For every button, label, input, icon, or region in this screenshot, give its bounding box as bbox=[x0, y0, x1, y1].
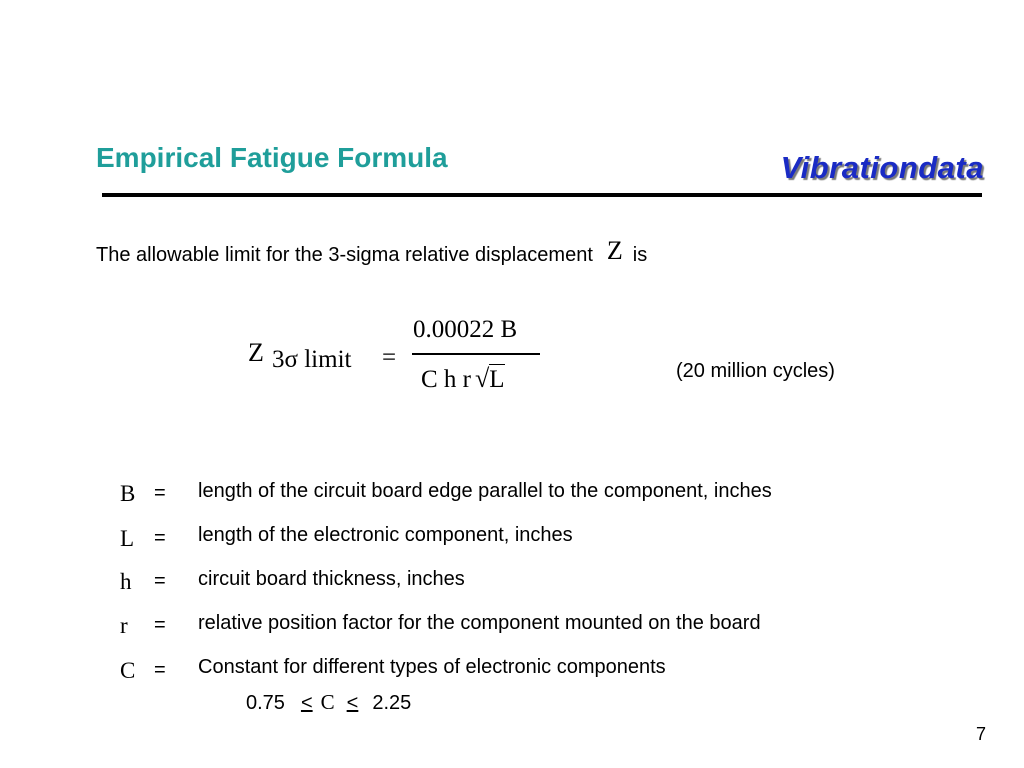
range-op-1: < bbox=[300, 692, 313, 714]
fraction-bar bbox=[412, 353, 540, 355]
intro-suffix: is bbox=[632, 244, 648, 266]
def-equals-b: = bbox=[154, 482, 166, 504]
def-text-r: relative position factor for the component mounted on the board bbox=[198, 612, 761, 634]
intro-text: The allowable limit for the 3-sigma relative displacement bbox=[96, 244, 593, 266]
def-text-l: length of the electronic component, inches bbox=[198, 524, 573, 546]
page-title: Empirical Fatigue Formula bbox=[96, 142, 448, 173]
formula-lhs-subscript: 3σ limit bbox=[272, 346, 352, 373]
intro-sentence bbox=[96, 238, 647, 268]
def-symbol-h: h bbox=[120, 569, 132, 594]
def-text-b: length of the circuit board edge parallel to the component, inches bbox=[198, 480, 772, 502]
def-equals-c: = bbox=[154, 659, 166, 681]
formula-lhs-symbol: Z bbox=[248, 338, 264, 367]
def-symbol-l: L bbox=[120, 526, 135, 551]
def-symbol-b: B bbox=[120, 481, 136, 506]
def-equals-r: = bbox=[154, 614, 166, 636]
intro-symbol: Z bbox=[606, 236, 623, 265]
def-symbol-c: C bbox=[120, 658, 136, 683]
def-text-c: Constant for different types of electronic components bbox=[198, 656, 666, 678]
def-equals-h: = bbox=[154, 570, 166, 592]
page-number: 7 bbox=[976, 724, 987, 744]
radical-sign: √ bbox=[475, 364, 490, 393]
formula-denominator bbox=[421, 364, 505, 394]
denominator-prefix: C h r bbox=[421, 366, 471, 393]
brand-logo: Vibrationdata bbox=[780, 150, 984, 185]
def-symbol-r: r bbox=[120, 613, 128, 638]
def-text-h: circuit board thickness, inches bbox=[198, 568, 465, 590]
range-symbol: C bbox=[320, 690, 335, 714]
range-low: 0.75 bbox=[246, 692, 285, 714]
range-high: 2.25 bbox=[372, 692, 412, 714]
title-rule bbox=[102, 193, 982, 197]
c-range bbox=[246, 690, 411, 715]
def-equals-l: = bbox=[154, 527, 166, 549]
formula-numerator: 0.00022 B bbox=[413, 316, 518, 343]
radicand: L bbox=[489, 366, 505, 393]
cycles-note: (20 million cycles) bbox=[676, 360, 835, 382]
formula-equals: = bbox=[382, 344, 397, 371]
range-op-2: < bbox=[346, 692, 359, 714]
